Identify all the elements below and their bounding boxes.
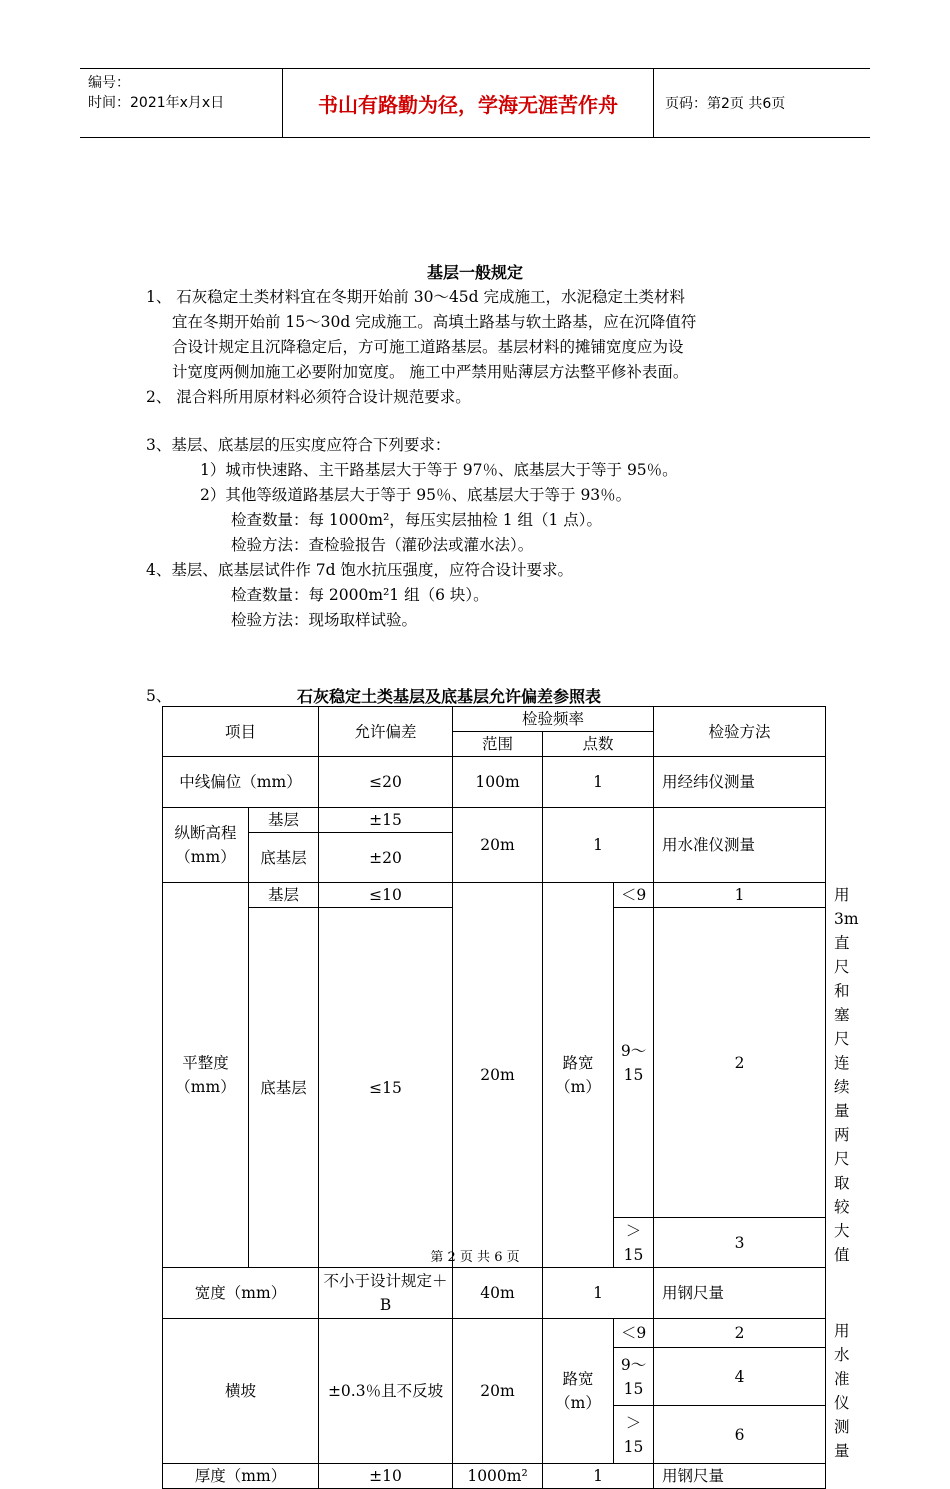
table-cell: 用钢尺量 (654, 1268, 826, 1319)
table-cell: 20m (453, 883, 543, 1268)
table-header-cell: 检验方法 (654, 707, 826, 757)
table-cell: 路宽（m） (543, 1319, 614, 1464)
table-cell: 路宽（m） (543, 883, 614, 1268)
table-row (163, 757, 826, 808)
table-cell: 平整度（mm） (163, 883, 249, 1268)
table-cell: 用钢尺量 (654, 1464, 826, 1489)
table-cell: ≤20 (319, 757, 453, 808)
table-number: 5、 (146, 687, 172, 705)
table-cell: 2 (654, 1319, 826, 1348)
table-header-cell: 项目 (163, 707, 319, 757)
body-line: 1、 石灰稳定土类材料宜在冬期开始前 30～45d 完成施工，水泥稳定土类材料 (146, 288, 686, 306)
table-row (163, 1268, 826, 1319)
section-title: 基层一般规定 (426, 263, 523, 282)
header-page-number: 页码：第2页 共6页 (665, 96, 786, 112)
page-header (80, 68, 870, 138)
table-cell: 中线偏位（mm） (163, 757, 319, 808)
header-date: 时间：2021年x月x日 (88, 95, 225, 111)
body-line: 4、基层、底基层试件作 7d 饱水抗压强度，应符合设计要求。 (146, 561, 574, 579)
body-line: 合设计规定且沉降稳定后，方可施工道路基层。基层材料的摊铺宽度应为设 (172, 338, 684, 356)
table-header-cell: 点数 (543, 732, 654, 757)
table-cell: ＜9 (614, 883, 654, 908)
table-cell: 100m (453, 757, 543, 808)
tolerance-table (162, 706, 859, 1489)
body-line: 2、 混合料所用原材料必须符合设计规范要求。 (146, 388, 471, 406)
table-cell: 基层 (249, 883, 319, 908)
table-cell: 4 (654, 1348, 826, 1406)
table-cell: 厚度（mm） (163, 1464, 319, 1489)
table-cell: ±20 (319, 833, 453, 883)
table-cell: ±0.3％且不反坡 (319, 1319, 453, 1464)
header-number: 编号： (88, 75, 130, 91)
table-cell: 40m (453, 1268, 543, 1319)
page-footer: 第 2 页 共 6 页 (430, 1250, 520, 1265)
table-cell: ＞15 (614, 1406, 654, 1464)
table-cell: 20m (453, 808, 543, 883)
table-cell: 3 (654, 1218, 826, 1268)
table-cell: 基层 (249, 808, 319, 833)
table-row (163, 1464, 826, 1489)
table-cell: ＜9 (614, 1319, 654, 1348)
table-cell: 1 (654, 883, 826, 908)
body-line: 检验方法：现场取样试验。 (231, 611, 418, 629)
body-line: 计宽度两侧加施工必要附加宽度。 施工中严禁用贴薄层方法整平修补表面。 (172, 363, 689, 381)
table-cell: 1 (543, 808, 654, 883)
table-cell: 6 (654, 1406, 826, 1464)
table-cell: 2 (654, 908, 826, 1218)
table-cell: 9～15 (614, 908, 654, 1218)
table-cell: ＞15 (614, 1218, 654, 1268)
table-cell: 横坡 (163, 1319, 319, 1464)
table-cell: 9～15 (614, 1348, 654, 1406)
body-line: 检查数量：每 2000m²1 组（6 块）。 (231, 586, 489, 604)
table-cell: 1000m² (453, 1464, 543, 1489)
table-cell: ≤10 (319, 883, 453, 908)
header-motto: 书山有路勤为径，学海无涯苦作舟 (318, 92, 618, 117)
table-header-row (163, 707, 826, 732)
table-header-cell: 允许偏差 (319, 707, 453, 757)
table-cell: ≤15 (319, 908, 453, 1268)
table-title: 石灰稳定土类基层及底基层允许偏差参照表 (297, 687, 602, 706)
table-row: 横坡 ±0.3％且不反坡 20m 路宽（m） ＜9 2 用水准仪测量 (163, 1319, 826, 1348)
table-cell: ±15 (319, 808, 453, 833)
header-meta (88, 73, 280, 113)
table-cell: 1 (543, 757, 654, 808)
table-row: 平整度（mm） 基层 ≤10 20m 路宽（m） ＜9 1 用 3m 直尺和塞尺连续量两尺取较大值 (163, 883, 826, 908)
table-cell: 底基层 (249, 833, 319, 883)
table-cell: 不小于设计规定＋B (319, 1268, 453, 1319)
body-line: 1）城市快速路、主干路基层大于等于 97％、底基层大于等于 95％。 (200, 461, 678, 479)
table-cell: ±10 (319, 1464, 453, 1489)
header-divider (653, 69, 654, 137)
table-cell: 用水准仪测量 (654, 808, 826, 883)
body-line: 检验方法：查检验报告（灌砂法或灌水法）。 (231, 536, 534, 554)
table-cell: 宽度（mm） (163, 1268, 319, 1319)
table-cell: 1 (543, 1464, 654, 1489)
table-cell: 1 (543, 1268, 654, 1319)
table-header-cell: 范围 (453, 732, 543, 757)
table-row (163, 808, 826, 833)
body-line: 检查数量：每 1000m²，每压实层抽检 1 组（1 点）。 (231, 511, 603, 529)
body-line: 宜在冬期开始前 15～30d 完成施工。高填土路基与软土路基，应在沉降值符 (172, 313, 697, 331)
body-line: 2）其他等级道路基层大于等于 95％、底基层大于等于 93％。 (200, 486, 632, 504)
table-cell: 用经纬仪测量 (654, 757, 826, 808)
body-line: 3、基层、底基层的压实度应符合下列要求： (146, 436, 451, 454)
table-cell: 20m (453, 1319, 543, 1464)
table-header-cell: 检验频率 (453, 707, 654, 732)
table-cell: 底基层 (249, 908, 319, 1268)
table-cell: 纵断高程（mm） (163, 808, 249, 883)
